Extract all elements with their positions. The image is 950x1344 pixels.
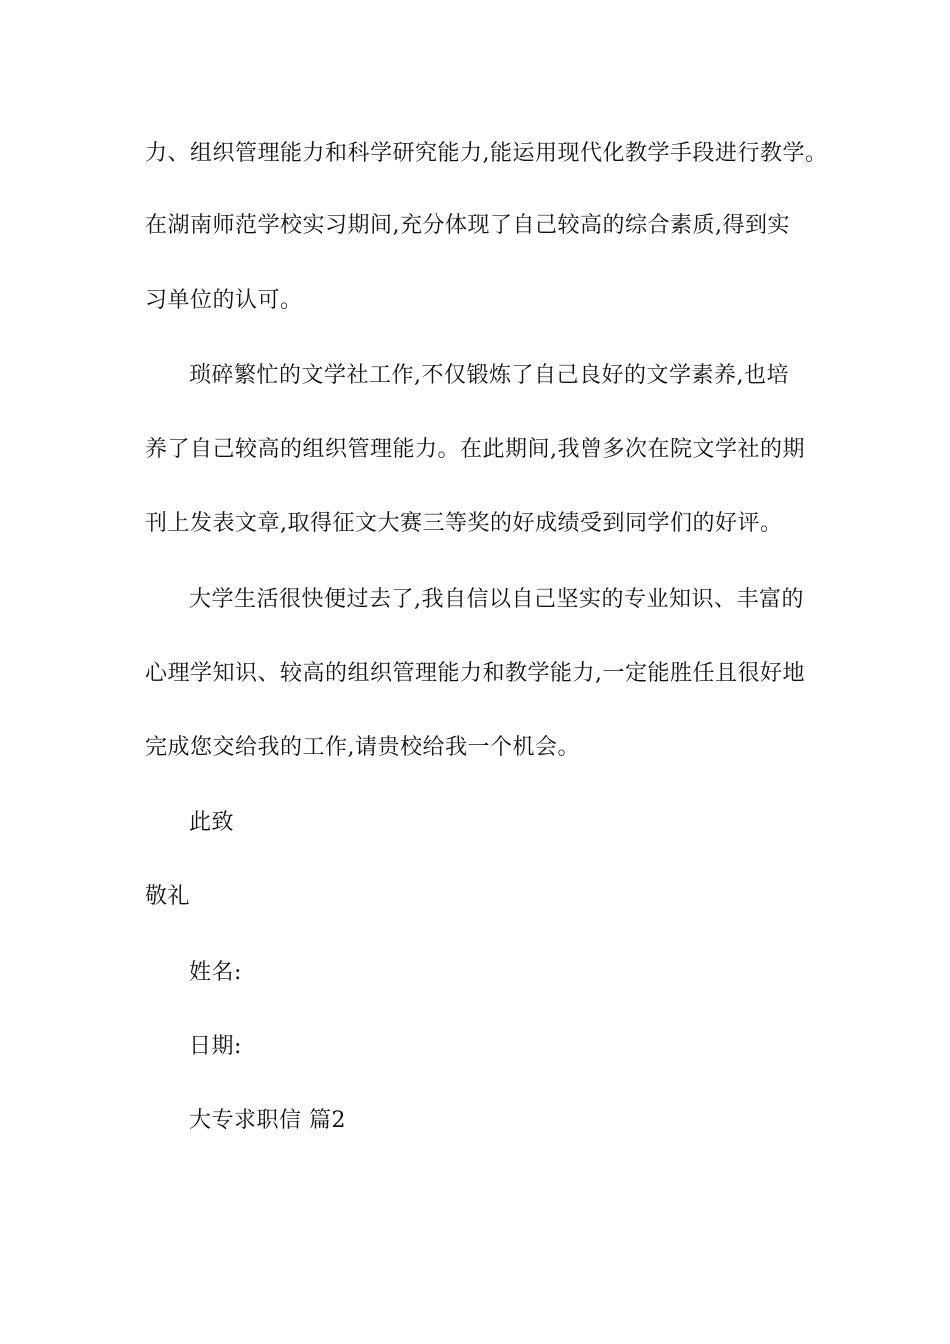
body-text-line: 完成您交给我的工作,请贵校给我一个机会。 <box>145 735 580 760</box>
signature-name-label: 姓名: <box>189 960 242 985</box>
body-text-line: 在湖南师范学校实习期间,充分体现了自己较高的综合素质,得到实 <box>145 213 790 238</box>
closing-regards: 敬礼 <box>145 884 191 909</box>
body-text-line: 刊上发表文章,取得征文大赛三等奖的好成绩受到同学们的好评。 <box>145 511 783 536</box>
body-text-line: 习单位的认可。 <box>145 288 303 313</box>
closing-salutation: 此致 <box>189 810 235 835</box>
body-text-line: 养了自己较高的组织管理能力。在此期间,我曾多次在院文学社的期 <box>145 437 805 462</box>
body-text-line: 力、组织管理能力和科学研究能力,能运用现代化教学手段进行教学。 <box>145 141 828 166</box>
paragraph-start-line: 大学生活很快便过去了,我自信以自己坚实的专业知识、丰富的 <box>189 587 804 612</box>
paragraph-start-line: 琐碎繁忙的文学社工作,不仅锻炼了自己良好的文学素养,也培 <box>189 363 789 388</box>
section-heading: 大专求职信 篇2 <box>189 1108 346 1133</box>
signature-date-label: 日期: <box>189 1034 242 1059</box>
body-text-line: 心理学知识、较高的组织管理能力和教学能力,一定能胜任且很好地 <box>145 661 805 686</box>
